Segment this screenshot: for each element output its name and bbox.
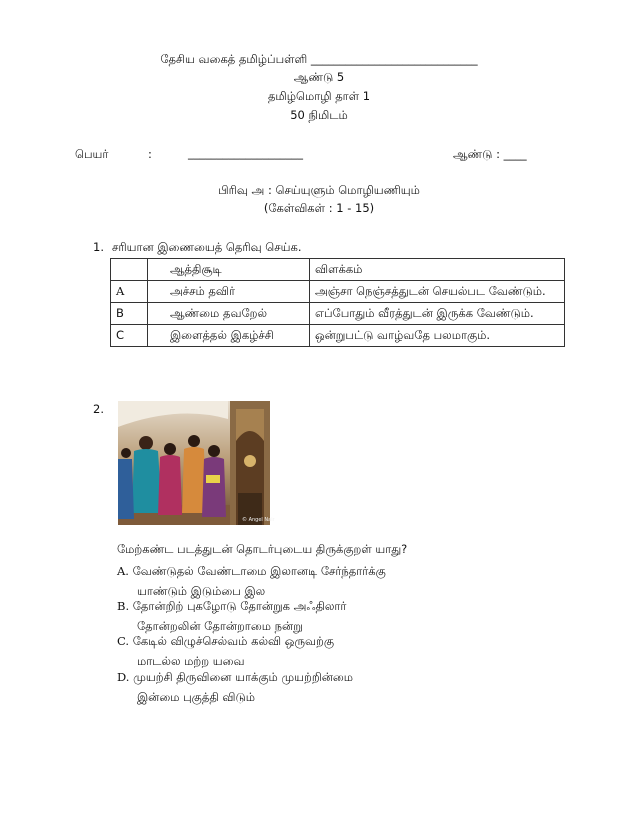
option-line-1: தோன்றிற் புகழோடு தோன்றுக அஃதிலார்	[132, 599, 347, 613]
table-header-cell: ஆத்திசூடி	[148, 259, 310, 281]
option-c	[117, 634, 334, 670]
row-label: C	[111, 325, 148, 347]
option-line-2: யாண்டும் இடும்பை இல	[137, 584, 266, 598]
option-line-1: வேண்டுதல் வேண்டாமை இலானடி சேர்ந்தார்க்கு	[132, 564, 386, 578]
option-d	[117, 670, 353, 706]
question-1-number: 1.	[93, 240, 104, 254]
option-label: B.	[117, 599, 130, 613]
table-header-row	[111, 259, 565, 281]
option-line-2: இன்மை புகுத்தி விடும்	[137, 690, 256, 704]
question-1-table	[110, 258, 565, 347]
year-line: ஆண்டு 5	[293, 70, 345, 84]
duration: 50 நிமிடம்	[290, 108, 348, 122]
table-header-cell	[111, 259, 148, 281]
year-field: ஆண்டு : ____	[453, 147, 527, 161]
meaning-cell: எப்போதும் வீரத்துடன் இருக்க வேண்டும்.	[310, 303, 565, 325]
option-a	[117, 564, 386, 600]
temple-photo	[118, 401, 275, 525]
school-name: தேசிய வகைத் தமிழ்ப்பள்ளி _____________________________	[160, 52, 478, 66]
name-blank: ____________________	[188, 146, 303, 160]
option-line-2: தோன்றலின் தோன்றாமை நன்று	[137, 619, 303, 633]
aathichudi-cell: அச்சம் தவிர்	[148, 281, 310, 303]
meaning-cell: ஒன்றுபட்டு வாழ்வதே பலமாகும்.	[310, 325, 565, 347]
paper-title: தமிழ்மொழி தாள் 1	[267, 89, 371, 103]
section-title: பிரிவு அ : செய்யுளும் மொழியணியும்	[218, 183, 420, 197]
option-b	[117, 599, 346, 635]
name-label: பெயர்	[75, 147, 109, 161]
question-2-prompt: மேற்கண்ட படத்துடன் தொடர்புடைய திருக்குறள் யாது?	[117, 542, 408, 556]
question-range: (கேள்விகள் : 1 - 15)	[263, 201, 375, 215]
meaning-cell: அஞ்சா நெஞ்சத்துடன் செயல்பட வேண்டும்.	[310, 281, 565, 303]
aathichudi-cell: இளைத்தல் இகழ்ச்சி	[148, 325, 310, 347]
question-2-number: 2.	[93, 402, 104, 416]
option-line-2: மாடல்ல மற்ற யவை	[137, 654, 245, 668]
option-label: A.	[117, 564, 129, 578]
aathichudi-cell: ஆண்மை தவறேல்	[148, 303, 310, 325]
row-label: A	[111, 281, 148, 303]
option-label: D.	[117, 670, 130, 684]
table-row	[111, 303, 565, 325]
option-line-1: முயற்சி திருவினை யாக்கும் முயற்றின்மை	[133, 670, 354, 684]
question-1-prompt: சரியான இணையைத் தெரிவு செய்க.	[112, 240, 302, 254]
option-line-1: கேடில் விழுச்செல்வம் கல்வி ஒருவற்கு	[132, 634, 335, 648]
table-row	[111, 325, 565, 347]
table-row	[111, 281, 565, 303]
table-header-cell: விளக்கம்	[310, 259, 565, 281]
name-colon: :	[148, 147, 152, 161]
option-label: C.	[117, 634, 130, 648]
row-label: B	[111, 303, 148, 325]
photo-credit: © Angel Nair	[242, 517, 275, 523]
